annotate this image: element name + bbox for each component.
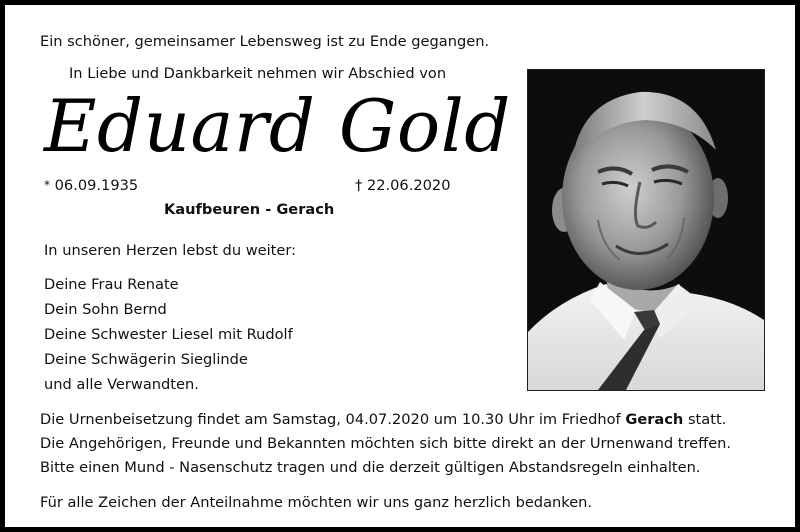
mourner-line: Deine Schwester Liesel mit Rudolf <box>44 326 293 343</box>
thanks-text: Für alle Zeichen der Anteilnahme möchten wir uns ganz herzlich bedanken. <box>40 494 593 511</box>
info-line: Die Angehörigen, Freunde und Bekannten möchten sich bitte direkt an der Urnenwand treffen. <box>40 435 732 452</box>
birth-line <box>44 177 138 195</box>
mourner-line: Deine Frau Renate <box>44 276 179 293</box>
hearts-text: In unseren Herzen lebst du weiter: <box>44 242 297 259</box>
birth-date: 06.09.1935 <box>54 177 139 194</box>
death-line <box>355 177 451 195</box>
birth-star-icon: * <box>44 178 50 192</box>
deceased-name: Eduard Gold <box>44 84 511 168</box>
mourner-line: und alle Verwandten. <box>44 376 199 393</box>
places-text: Kaufbeuren - Gerach <box>164 201 335 218</box>
mourner-line: Deine Schwägerin Sieglinde <box>44 351 248 368</box>
death-date: 22.06.2020 <box>366 177 451 194</box>
ceremony-place: Gerach <box>625 411 684 428</box>
ceremony-after: statt. <box>683 411 727 428</box>
death-cross-icon: † <box>355 177 363 194</box>
info-line: Bitte einen Mund - Nasenschutz tragen und die derzeit gültigen Abstandsregeln einhalten. <box>40 459 701 476</box>
ceremony-before: Die Urnenbeisetzung findet am Samstag, 04.07.2020 um 10.30 Uhr im Friedhof <box>40 411 626 428</box>
ceremony-text <box>40 411 726 429</box>
mourner-line: Dein Sohn Bernd <box>44 301 167 318</box>
farewell-text: In Liebe und Dankbarkeit nehmen wir Abschied von <box>69 65 447 82</box>
intro-text: Ein schöner, gemeinsamer Lebensweg ist zu Ende gegangen. <box>40 33 490 50</box>
portrait-photo <box>527 69 765 391</box>
